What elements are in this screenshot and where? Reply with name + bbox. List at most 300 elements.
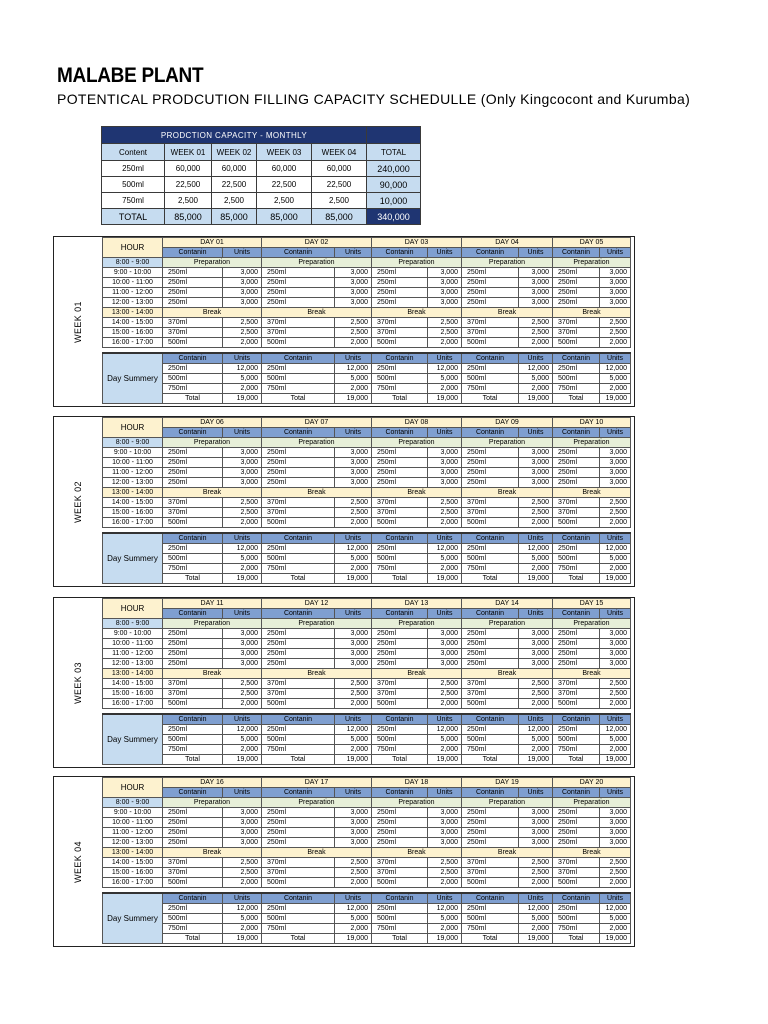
units-cell: 3,000: [428, 639, 462, 649]
container-cell: 250ml: [262, 298, 335, 308]
hour-slot: 10:00 - 11:00: [103, 458, 163, 468]
summary-units-cell: 5,000: [223, 554, 262, 564]
cell: 2,500: [257, 193, 312, 209]
capacity-total-row: [102, 209, 421, 225]
hour-row: [103, 878, 631, 888]
summary-header-row: [103, 353, 631, 364]
break-cell: Break: [553, 669, 631, 679]
summary-units-cell: 19,000: [335, 394, 372, 404]
summary-container-cell: 500ml: [262, 554, 335, 564]
units-header: Units: [223, 533, 262, 544]
container-cell: 250ml: [553, 288, 600, 298]
summary-container-cell: Total: [553, 755, 600, 765]
units-cell: 2,500: [519, 689, 553, 699]
hour-slot: 15:00 - 16:00: [103, 508, 163, 518]
container-cell: 250ml: [553, 629, 600, 639]
summary-units-cell: 12,000: [223, 904, 262, 914]
summary-container-cell: 250ml: [372, 725, 428, 735]
summary-units-cell: 2,000: [600, 924, 631, 934]
summary-container-cell: 750ml: [553, 384, 600, 394]
container-cell: 250ml: [163, 288, 223, 298]
summary-container-cell: 750ml: [163, 384, 223, 394]
summary-units-cell: 2,000: [428, 924, 462, 934]
units-cell: 2,500: [335, 679, 372, 689]
preparation-cell: Preparation: [262, 798, 372, 808]
day-header: DAY 04: [462, 238, 553, 248]
summary-container-cell: 250ml: [462, 544, 519, 554]
summary-container-cell: 250ml: [262, 544, 335, 554]
hour-row: [103, 679, 631, 689]
units-cell: 3,000: [600, 288, 631, 298]
units-header: Units: [428, 893, 462, 904]
hour-slot: 16:00 - 17:00: [103, 338, 163, 348]
day-header: DAY 02: [262, 238, 372, 248]
summary-row: [103, 735, 631, 745]
container-cell: 500ml: [163, 338, 223, 348]
container-cell: 370ml: [163, 868, 223, 878]
column-header-row: [103, 248, 631, 258]
contanin-header: Contanin: [462, 533, 519, 544]
summary-header-row: [103, 533, 631, 544]
summary-container-cell: 750ml: [163, 564, 223, 574]
summary-units-cell: 5,000: [223, 735, 262, 745]
container-cell: 250ml: [553, 838, 600, 848]
summary-container-cell: 500ml: [462, 914, 519, 924]
container-cell: 250ml: [262, 468, 335, 478]
hour-slot: 15:00 - 16:00: [103, 868, 163, 878]
units-cell: 3,000: [519, 838, 553, 848]
units-header: Units: [335, 428, 372, 438]
contanin-header: Contanin: [553, 893, 600, 904]
hour-slot: 12:00 - 13:00: [103, 478, 163, 488]
summary-units-cell: 12,000: [600, 544, 631, 554]
container-cell: 250ml: [553, 639, 600, 649]
container-cell: 500ml: [163, 878, 223, 888]
units-header: Units: [428, 248, 462, 258]
contanin-header: Contanin: [372, 428, 428, 438]
container-cell: 250ml: [372, 818, 428, 828]
day-summery-label: Day Summery: [103, 893, 163, 944]
summary-units-cell: 5,000: [335, 374, 372, 384]
hour-slot: 9:00 - 10:00: [103, 268, 163, 278]
units-cell: 2,500: [223, 679, 262, 689]
day-header-row: [103, 778, 631, 788]
summary-container-cell: Total: [553, 574, 600, 584]
units-cell: 3,000: [223, 659, 262, 669]
units-cell: 3,000: [428, 649, 462, 659]
units-cell: 3,000: [600, 268, 631, 278]
contanin-header: Contanin: [372, 353, 428, 364]
summary-header-row: [103, 893, 631, 904]
summary-container-cell: Total: [462, 755, 519, 765]
container-cell: 250ml: [553, 278, 600, 288]
hour-slot: 12:00 - 13:00: [103, 838, 163, 848]
week-label-text: WEEK 04: [72, 840, 83, 883]
summary-units-cell: 2,000: [335, 924, 372, 934]
units-cell: 3,000: [519, 808, 553, 818]
week-block: [53, 416, 635, 587]
units-cell: 2,000: [428, 518, 462, 528]
container-cell: 370ml: [553, 328, 600, 338]
container-cell: 250ml: [462, 659, 519, 669]
summary-container-cell: Total: [262, 574, 335, 584]
units-cell: 2,500: [519, 318, 553, 328]
units-header: Units: [519, 714, 553, 725]
units-cell: 3,000: [428, 629, 462, 639]
container-cell: 250ml: [262, 478, 335, 488]
contanin-header: Contanin: [262, 714, 335, 725]
cell: TOTAL: [102, 209, 165, 225]
summary-container-cell: 750ml: [462, 745, 519, 755]
day-header: DAY 05: [553, 238, 631, 248]
break-cell: Break: [262, 848, 372, 858]
summary-container-cell: 250ml: [163, 725, 223, 735]
summary-units-cell: 19,000: [600, 934, 631, 944]
hour-row: [103, 508, 631, 518]
container-cell: 250ml: [553, 649, 600, 659]
hour-row: [103, 448, 631, 458]
container-cell: 370ml: [262, 868, 335, 878]
units-cell: 2,500: [428, 318, 462, 328]
contanin-header: Contanin: [163, 714, 223, 725]
week-table: [102, 598, 631, 765]
hour-row: [103, 649, 631, 659]
cell: 250ml: [102, 161, 165, 177]
units-cell: 3,000: [223, 478, 262, 488]
capacity-row: [102, 193, 421, 209]
hour-row: [103, 798, 631, 808]
summary-units-cell: 5,000: [223, 914, 262, 924]
preparation-cell: Preparation: [262, 258, 372, 268]
summary-units-cell: 2,000: [600, 384, 631, 394]
hour-row: [103, 278, 631, 288]
summary-units-cell: 12,000: [600, 725, 631, 735]
container-cell: 500ml: [553, 878, 600, 888]
container-cell: 370ml: [372, 858, 428, 868]
units-cell: 2,500: [335, 508, 372, 518]
container-cell: 250ml: [372, 448, 428, 458]
hour-row: [103, 838, 631, 848]
container-cell: 370ml: [553, 679, 600, 689]
summary-units-cell: 5,000: [600, 735, 631, 745]
hour-slot: 14:00 - 15:00: [103, 318, 163, 328]
container-cell: 500ml: [163, 518, 223, 528]
summary-units-cell: 19,000: [600, 394, 631, 404]
week-label-text: WEEK 02: [72, 480, 83, 523]
units-cell: 3,000: [600, 468, 631, 478]
hour-row: [103, 328, 631, 338]
hour-row: [103, 818, 631, 828]
container-cell: 370ml: [372, 498, 428, 508]
units-header: Units: [600, 609, 631, 619]
units-cell: 2,000: [519, 518, 553, 528]
container-cell: 250ml: [262, 818, 335, 828]
container-cell: 250ml: [553, 808, 600, 818]
units-cell: 3,000: [335, 649, 372, 659]
container-cell: 250ml: [462, 838, 519, 848]
container-cell: 250ml: [372, 639, 428, 649]
units-header: Units: [600, 788, 631, 798]
break-cell: Break: [462, 308, 553, 318]
break-cell: Break: [553, 848, 631, 858]
container-cell: 370ml: [553, 318, 600, 328]
units-cell: 3,000: [335, 818, 372, 828]
hour-header: HOUR: [103, 418, 163, 438]
units-cell: 2,000: [223, 878, 262, 888]
container-cell: 250ml: [462, 639, 519, 649]
units-cell: 2,500: [519, 858, 553, 868]
hour-row: [103, 338, 631, 348]
units-cell: 3,000: [600, 639, 631, 649]
summary-container-cell: 250ml: [163, 904, 223, 914]
container-cell: 250ml: [553, 828, 600, 838]
container-cell: 250ml: [462, 448, 519, 458]
units-cell: 3,000: [600, 278, 631, 288]
units-header: Units: [428, 714, 462, 725]
units-cell: 3,000: [600, 298, 631, 308]
preparation-cell: Preparation: [372, 798, 462, 808]
units-cell: 3,000: [600, 478, 631, 488]
preparation-cell: Preparation: [163, 798, 262, 808]
capacity-row: [102, 177, 421, 193]
hour-row: [103, 268, 631, 278]
units-cell: 2,000: [600, 338, 631, 348]
preparation-cell: Preparation: [462, 258, 553, 268]
column-header-row: [103, 428, 631, 438]
cell: 60,000: [257, 161, 312, 177]
container-cell: 370ml: [372, 328, 428, 338]
units-cell: 2,500: [600, 498, 631, 508]
day-header: DAY 16: [163, 778, 262, 788]
preparation-cell: Preparation: [163, 438, 262, 448]
cell: 22,500: [165, 177, 212, 193]
break-cell: Break: [163, 308, 262, 318]
hour-slot: 10:00 - 11:00: [103, 639, 163, 649]
hour-slot: 8:00 - 9:00: [103, 798, 163, 808]
day-header-row: [103, 599, 631, 609]
contanin-header: Contanin: [462, 428, 519, 438]
container-cell: 250ml: [163, 478, 223, 488]
summary-container-cell: 250ml: [462, 725, 519, 735]
container-cell: 500ml: [163, 699, 223, 709]
preparation-cell: Preparation: [163, 258, 262, 268]
contanin-header: Contanin: [372, 893, 428, 904]
day-header: DAY 06: [163, 418, 262, 428]
container-cell: 370ml: [462, 498, 519, 508]
hour-slot: 13:00 - 14:00: [103, 669, 163, 679]
summary-units-cell: 5,000: [519, 914, 553, 924]
contanin-header: Contanin: [163, 533, 223, 544]
container-cell: 370ml: [372, 868, 428, 878]
cell: 60,000: [165, 161, 212, 177]
contanin-header: Contanin: [462, 893, 519, 904]
summary-container-cell: 750ml: [553, 745, 600, 755]
units-cell: 3,000: [335, 468, 372, 478]
hour-slot: 13:00 - 14:00: [103, 308, 163, 318]
schedule-subtitle: POTENTICAL PRODCUTION FILLING CAPACITY SCHEDULLE (Only Kingcocont and Kurumba): [57, 91, 691, 107]
units-header: Units: [600, 248, 631, 258]
units-cell: 2,500: [428, 679, 462, 689]
container-cell: 250ml: [372, 629, 428, 639]
summary-container-cell: Total: [462, 934, 519, 944]
container-cell: 250ml: [462, 478, 519, 488]
contanin-header: Contanin: [553, 428, 600, 438]
container-cell: 500ml: [372, 518, 428, 528]
summary-units-cell: 2,000: [223, 924, 262, 934]
preparation-cell: Preparation: [553, 619, 631, 629]
summary-units-cell: 5,000: [335, 914, 372, 924]
container-cell: 250ml: [372, 649, 428, 659]
units-header: Units: [519, 428, 553, 438]
day-header: DAY 11: [163, 599, 262, 609]
units-cell: 3,000: [600, 818, 631, 828]
summary-units-cell: 19,000: [600, 574, 631, 584]
container-cell: 250ml: [372, 808, 428, 818]
summary-container-cell: 500ml: [553, 914, 600, 924]
container-cell: 250ml: [262, 288, 335, 298]
units-cell: 2,500: [600, 679, 631, 689]
break-cell: Break: [372, 848, 462, 858]
summary-units-cell: 19,000: [223, 574, 262, 584]
summary-container-cell: 250ml: [262, 364, 335, 374]
summary-container-cell: 750ml: [462, 564, 519, 574]
container-cell: 370ml: [163, 679, 223, 689]
hour-row: [103, 848, 631, 858]
hour-slot: 13:00 - 14:00: [103, 488, 163, 498]
summary-units-cell: 2,000: [335, 745, 372, 755]
units-cell: 3,000: [335, 268, 372, 278]
summary-units-cell: 5,000: [223, 374, 262, 384]
summary-container-cell: 250ml: [372, 904, 428, 914]
summary-units-cell: 2,000: [519, 745, 553, 755]
hour-row: [103, 659, 631, 669]
hour-row: [103, 828, 631, 838]
units-cell: 3,000: [519, 478, 553, 488]
units-cell: 2,500: [600, 328, 631, 338]
capacity-caption: PRODCTION CAPACITY - MONTHLY: [102, 127, 367, 144]
preparation-cell: Preparation: [462, 438, 553, 448]
summary-units-cell: 12,000: [428, 904, 462, 914]
container-cell: 500ml: [553, 338, 600, 348]
units-cell: 2,500: [335, 858, 372, 868]
day-header-row: [103, 418, 631, 428]
units-cell: 3,000: [335, 448, 372, 458]
preparation-cell: Preparation: [553, 258, 631, 268]
units-header: Units: [335, 248, 372, 258]
container-cell: 370ml: [262, 328, 335, 338]
contanin-header: Contanin: [553, 533, 600, 544]
container-cell: 250ml: [262, 639, 335, 649]
plant-title: MALABE PLANT: [57, 64, 204, 88]
container-cell: 370ml: [462, 328, 519, 338]
summary-units-cell: 19,000: [428, 934, 462, 944]
cell: 90,000: [367, 177, 421, 193]
container-cell: 250ml: [163, 828, 223, 838]
container-cell: 250ml: [462, 278, 519, 288]
week-table: [102, 417, 631, 584]
units-header: Units: [335, 893, 372, 904]
summary-units-cell: 5,000: [600, 554, 631, 564]
cell: 500ml: [102, 177, 165, 193]
cell: 85,000: [312, 209, 367, 225]
units-header: Units: [223, 893, 262, 904]
container-cell: 370ml: [553, 689, 600, 699]
day-header: DAY 07: [262, 418, 372, 428]
units-header: Units: [335, 609, 372, 619]
units-header: Units: [223, 609, 262, 619]
summary-container-cell: 750ml: [372, 564, 428, 574]
hour-row: [103, 689, 631, 699]
summary-container-cell: Total: [163, 394, 223, 404]
units-header: Units: [519, 353, 553, 364]
summary-units-cell: 19,000: [519, 755, 553, 765]
day-header: DAY 15: [553, 599, 631, 609]
units-cell: 2,000: [519, 878, 553, 888]
cell: 10,000: [367, 193, 421, 209]
summary-container-cell: 750ml: [553, 564, 600, 574]
contanin-header: Contanin: [262, 248, 335, 258]
contanin-header: Contanin: [553, 609, 600, 619]
container-cell: 250ml: [553, 818, 600, 828]
contanin-header: Contanin: [372, 533, 428, 544]
summary-container-cell: 500ml: [372, 735, 428, 745]
units-cell: 3,000: [223, 838, 262, 848]
container-cell: 250ml: [372, 268, 428, 278]
units-cell: 2,000: [223, 699, 262, 709]
units-cell: 3,000: [223, 649, 262, 659]
container-cell: 250ml: [462, 458, 519, 468]
units-cell: 3,000: [428, 828, 462, 838]
cell: 60,000: [212, 161, 257, 177]
summary-container-cell: 250ml: [553, 544, 600, 554]
units-cell: 2,000: [223, 518, 262, 528]
summary-container-cell: Total: [163, 755, 223, 765]
summary-units-cell: 12,000: [519, 725, 553, 735]
summary-container-cell: 500ml: [462, 735, 519, 745]
container-cell: 370ml: [163, 328, 223, 338]
units-cell: 3,000: [335, 629, 372, 639]
units-cell: 2,000: [335, 699, 372, 709]
summary-units-cell: 2,000: [223, 384, 262, 394]
summary-container-cell: 750ml: [372, 384, 428, 394]
column-header-row: [103, 609, 631, 619]
units-cell: 3,000: [335, 288, 372, 298]
container-cell: 250ml: [372, 458, 428, 468]
contanin-header: Contanin: [163, 248, 223, 258]
capacity-header: Content: [102, 144, 165, 161]
units-cell: 2,500: [600, 508, 631, 518]
units-cell: 2,500: [223, 508, 262, 518]
units-cell: 2,500: [428, 508, 462, 518]
container-cell: 250ml: [163, 448, 223, 458]
summary-units-cell: 19,000: [223, 394, 262, 404]
container-cell: 250ml: [262, 458, 335, 468]
cell: 85,000: [257, 209, 312, 225]
hour-row: [103, 468, 631, 478]
break-cell: Break: [372, 669, 462, 679]
container-cell: 370ml: [262, 508, 335, 518]
container-cell: 500ml: [462, 338, 519, 348]
cell: 60,000: [312, 161, 367, 177]
summary-row: [103, 924, 631, 934]
container-cell: 370ml: [163, 318, 223, 328]
container-cell: 250ml: [462, 468, 519, 478]
units-cell: 3,000: [428, 838, 462, 848]
summary-row: [103, 934, 631, 944]
break-cell: Break: [262, 308, 372, 318]
container-cell: 250ml: [462, 808, 519, 818]
container-cell: 250ml: [553, 298, 600, 308]
